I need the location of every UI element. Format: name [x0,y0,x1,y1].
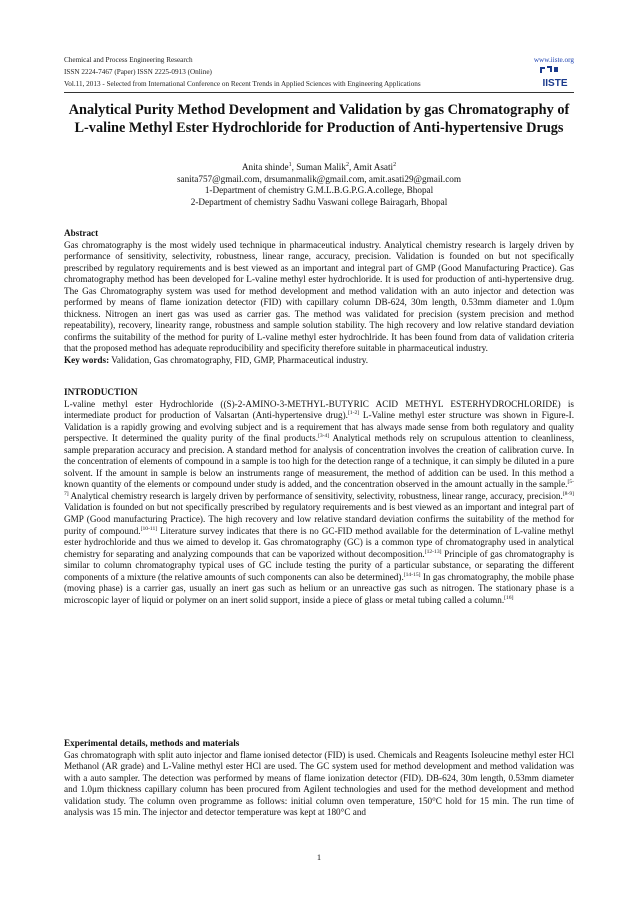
author-block [64,160,574,208]
journal-url-link[interactable]: www.iiste.org [533,56,574,64]
issn-line: ISSN 2224-7467 (Paper) ISSN 2225-0913 (Online) [64,68,212,76]
abstract-heading: Abstract [64,228,99,238]
abstract-text: Gas chromatography is the most widely used technique in pharmaceutical industry. Analytical chemistry research is largely driven by performance of sensitivity, selectivity, robustness, linear range, accuracy, precision. Validation is founded on but not specifically prescribed by regulatory requirements and is best viewed as an important and integral part of GMP (Good Manufacturing Practice). Gas chromatography method has been developed for L-valine methyl ester hydrochloride. It is used for production of anti-hypertensive drug. The Gas Chromatography system was used for method development and method validation with an auto injector and detection was performed by means of flame ionization detector (FID) with capillary column DB-624, 30m length, 0.53mm diameter and 1.0μm thickness. Nitrogen an inert gas was used as carrier gas. The method was validated for precision (system precision and method repeatability), recovery, linearity range, robustness and sample solution stability. The high recovery and low relative standard deviation confirms the suitability of the method for purity of L-valine methyl ester hydrochlride. It has been found from data of validation criteria that the proposed method has adequate reproducibility and specificity therefore suitable in pharmaceutical industry. [64,239,574,354]
logo-text: IISTE [542,78,568,89]
citation: [5-7] [64,479,574,497]
citation: [12-13] [424,548,442,555]
author-names: Anita shinde$^1$, Suman Malik$^2$, Amit Asati$^2$ [241,162,397,173]
citation: [8-9] [562,490,574,497]
introduction-heading: INTRODUCTION [64,387,138,397]
citation: [3-4] [318,433,330,440]
volume-line: Vol.11, 2013 - Selected from International Conference on Recent Trends in Applied Sciences with Engineering Applications [64,80,421,88]
page-number: 1 [316,852,322,862]
author-emails: sanita757@gmail.com, drsumanmalik@gmail.com, amit.asati29@gmail.com [176,173,462,184]
citation: [10-11] [140,525,158,532]
keywords-text: Validation, Gas chromatography, FID, GMP, Pharmaceutical industry. [109,355,369,366]
citation: [16] [504,594,514,601]
affiliation-2: 2-Department of chemistry Sadhu Vaswani college Bairagarh, Bhopal [190,196,448,207]
experimental-text: Gas chromatograph with split auto injector and flame ionised detector (FID) is used. Chemicals and Reagents Isoleucine methyl ester HCl Methanol (AR grade) and L-Valine methyl ester HCl are used. The GC system used for method development and method validation was with a auto sampler. The detection was performed by means of flame ionization detector (FID). DB-624, 30m length, 0.53mm diameter and 1.0μm thickness capillary column has been procured from Agilent technologies and used for the method development and method validation study. The column oven programme as follows: initial column oven temperature, 150°C hold for 15 min. The run time of analysis was 15 min. The injector and detector temperature was kept at 180°C and [64,749,574,818]
affiliation-1: 1-Department of chemistry G.M.L.B.G.P.G.A.college, Bhopal [204,185,434,196]
keywords-line [64,355,574,367]
citation: [14-15] [403,571,421,578]
citation: [1-2] [347,410,360,417]
journal-name: Chemical and Process Engineering Research [64,56,193,64]
paper-title: Analytical Purity Method Development and Validation by gas Chromatography of L-valine Methyl Ester Hydrochloride for Production of Anti-hypertensive Drugs [68,102,570,136]
header-divider [64,92,574,93]
experimental-section [64,738,574,819]
introduction-text: L-valine methyl ester Hydrochloride ((S)-2-AMINO-3-METHYL-BUTYRIC ACID METHYL ESTERHYDROCHLORIDE) is intermediate product for production of Valsartan (Anti-hypertensive drug).[1-2] L-Valine methyl ester structure was shown in Figure-I. Validation is a rapidly growing and evolving subject and is a requirement that has always made sense from both regulatory and quality perspective. It determined the quality purity of the final products.[3-4] Analytical methods rely on scrupulous attention to cleanliness, sample preparation accuracy and precision. A standard method for analysis of concentration involves the creation of calibration curve. In the concentration of elements of compound in a sample is too high for the detection range of a technique, it can simply be diluted in a pure solvent. If the amount in sample is below an instruments range of measurement, the method of addition can be used. In this method a known quantity of the elements or compound under study is added, and the concentration observed in the amount actually in the sample.[5-7] Analytical chemistry research is largely driven by performance of sensitivity, selectivity, robustness, linear range, accuracy, precision.[8-9] Validation is founded on but not specifically prescribed by regulatory requirements and is best viewed as an important and integral part of GMP (Good manufacturing Practice). The high recovery and low relative standard deviation confirms the suitability of the method for purity of compound.[10-11] Literature survey indicates that there is no GC-FID method available for the determination of L-valine methyl ester hydrochloride and thus we aimed to develop it. Gas chromatography (GC) is a common type of chromatography used in analytical chemistry for separating and analyzing compounds that can be vaporized without decomposition.[12-13] Principle of gas chromatography is similar to column chromatography typical uses of GC include testing the purity of a particular substance, or separating the different components of a mixture (the relative amounts of such components can also be determined).[14-15] In gas chromatography, the mobile phase (moving phase) is a carrier gas, usually an inert gas such as helium or an unreactive gas such as nitrogen. The stationary phase is a microscopic layer of liquid or polymer on an inert solid support, inside a piece of glass or metal tubing called a column.[16] [64,398,575,605]
journal-header-line [64,56,574,66]
experimental-heading: Experimental details, methods and materials [64,738,240,748]
keywords-label: Key words: [64,355,110,366]
iiste-logo-icon [537,64,573,90]
abstract-section [64,228,574,367]
introduction-section [64,387,574,606]
